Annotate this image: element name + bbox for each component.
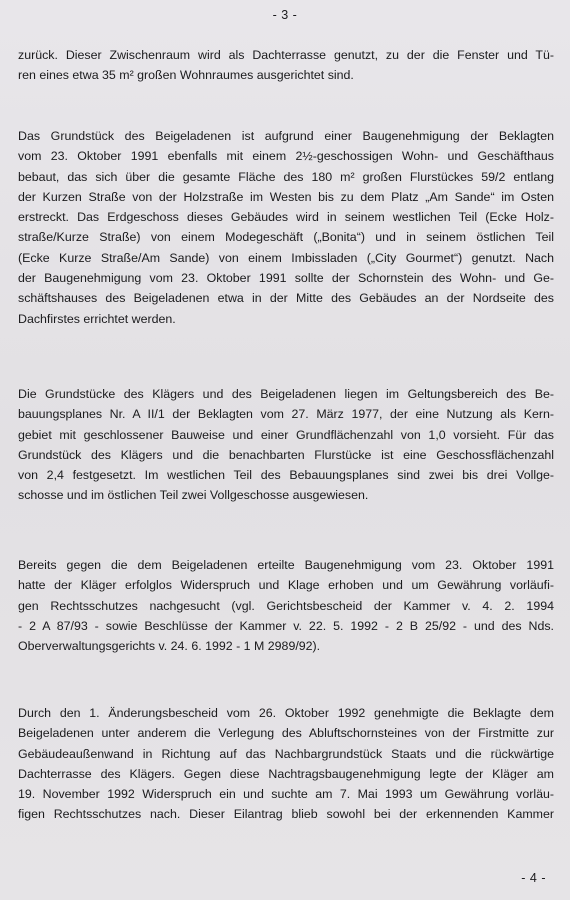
page-number-top: - 3 - <box>272 8 298 22</box>
text-line: hatte der Kläger erfolglos Widerspruch und Klage erhoben und um Gewährung vorläufi- <box>18 578 554 593</box>
text-line: von 2,4 festgesetzt. Im westlichen Teil des Bebauungsplanes sind zwei bis drei Vollge- <box>18 468 554 483</box>
text-line: figen Rechtsschutzes nach. Dieser Eilantrag blieb sowohl bei der erkennenden Kammer <box>18 807 554 822</box>
text-line: der Baugenehmigung vom 23. Oktober 1991 sollte der Schornstein des Wohn- und Ge- <box>18 271 554 286</box>
text-line: (Ecke Kurze Straße/Am Sande) von einem Imbissladen („City Gourmet“) genutzt. Nach <box>18 250 554 265</box>
text-line: vom 23. Oktober 1991 ebenfalls mit einem 2½-geschossigen Wohn- und Geschäfthaus <box>18 149 554 164</box>
text-line: 19. November 1992 Widerspruch ein und suchte am 7. Mai 1993 um Gewährung vorläu- <box>18 787 554 802</box>
text-line: Das Grundstück des Beigeladenen ist aufgrund einer Baugenehmigung der Beklagten <box>18 129 554 143</box>
text-line: - 2 A 87/93 - sowie Beschlüsse der Kammer v. 22. 5. 1992 - 2 B 25/92 - und des Nds. <box>18 618 554 633</box>
page-number-bottom: - 4 - <box>521 871 546 885</box>
text-line: gen Rechtsschutzes nachgesucht (vgl. Gerichtsbescheid der Kammer v. 4. 2. 1994 <box>18 598 554 613</box>
text-line: Bereits gegen die dem Beigeladenen erteilte Baugenehmigung vom 23. Oktober 1991 <box>18 558 554 572</box>
text-line: schosse und im östlichen Teil zwei Vollgeschosse ausgewiesen. <box>18 488 369 503</box>
text-line: Oberverwaltungsgerichts v. 24. 6. 1992 - 1 M 2989/92). <box>18 639 321 654</box>
text-line: gebiet mit geschlossener Bauweise und einer Grundflächenzahl von 1,0 vorsieht. Für das <box>18 427 554 442</box>
text-line: schäftshauses des Beigeladenen etwa in der Mitte des Gebäudes an der Nordseite des <box>18 291 554 306</box>
text-line: ren eines etwa 35 m² großen Wohnraumes ausgerichtet sind. <box>18 68 354 83</box>
paragraph-3 <box>18 384 554 506</box>
text-line: Dachterrasse des Klägers. Gegen diese Nachtragsbaugenehmigung legte der Kläger am <box>18 766 554 781</box>
text-line: Beigeladenen unter anderem die Verlegung des Abluftschornsteines von der Firstmitte zur <box>18 726 554 741</box>
paragraph-4 <box>18 555 554 656</box>
text-line: Die Grundstücke des Klägers und des Beigeladenen liegen im Geltungsbereich des Be- <box>18 387 554 401</box>
paragraph-2 <box>18 126 554 329</box>
text-line: Durch den 1. Änderungsbescheid vom 26. Oktober 1992 genehmigte die Beklagte dem <box>18 706 554 720</box>
text-line: erstreckt. Das Erdgeschoss dieses Gebäudes wird in seinem westlichen Teil (Ecke Holz- <box>18 210 554 225</box>
paragraph-1 <box>18 45 554 86</box>
text-line: Grundstück des Klägers und die benachbarten Flurstücke ist eine Geschossflächenzahl <box>18 447 554 462</box>
text-line: bebaut, das sich über die gesamte Fläche des 180 m² großen Flurstückes 59/2 entlang <box>18 169 554 184</box>
text-line: der Kurzen Straße von der Holzstraße im Westen bis zu dem Platz „Am Sande“ im Osten <box>18 189 554 204</box>
text-line: bauungsplanes Nr. A II/1 der Beklagten vom 27. März 1977, der eine Nutzung als Kern- <box>18 407 554 422</box>
text-line: Gebäudeaußenwand in Richtung auf das Nachbargrundstück Staats und die rückwärtige <box>18 746 554 761</box>
text-line: Dachfirstes errichtet werden. <box>18 311 176 326</box>
text-line: straße/Kurze Straße) von einem Modegeschäft („Bonita“) und in seinem östlichen Teil <box>18 230 554 245</box>
text-line: zurück. Dieser Zwischenraum wird als Dachterrasse genutzt, zu der die Fenster und Tü- <box>18 48 554 62</box>
paragraph-5 <box>18 703 554 825</box>
